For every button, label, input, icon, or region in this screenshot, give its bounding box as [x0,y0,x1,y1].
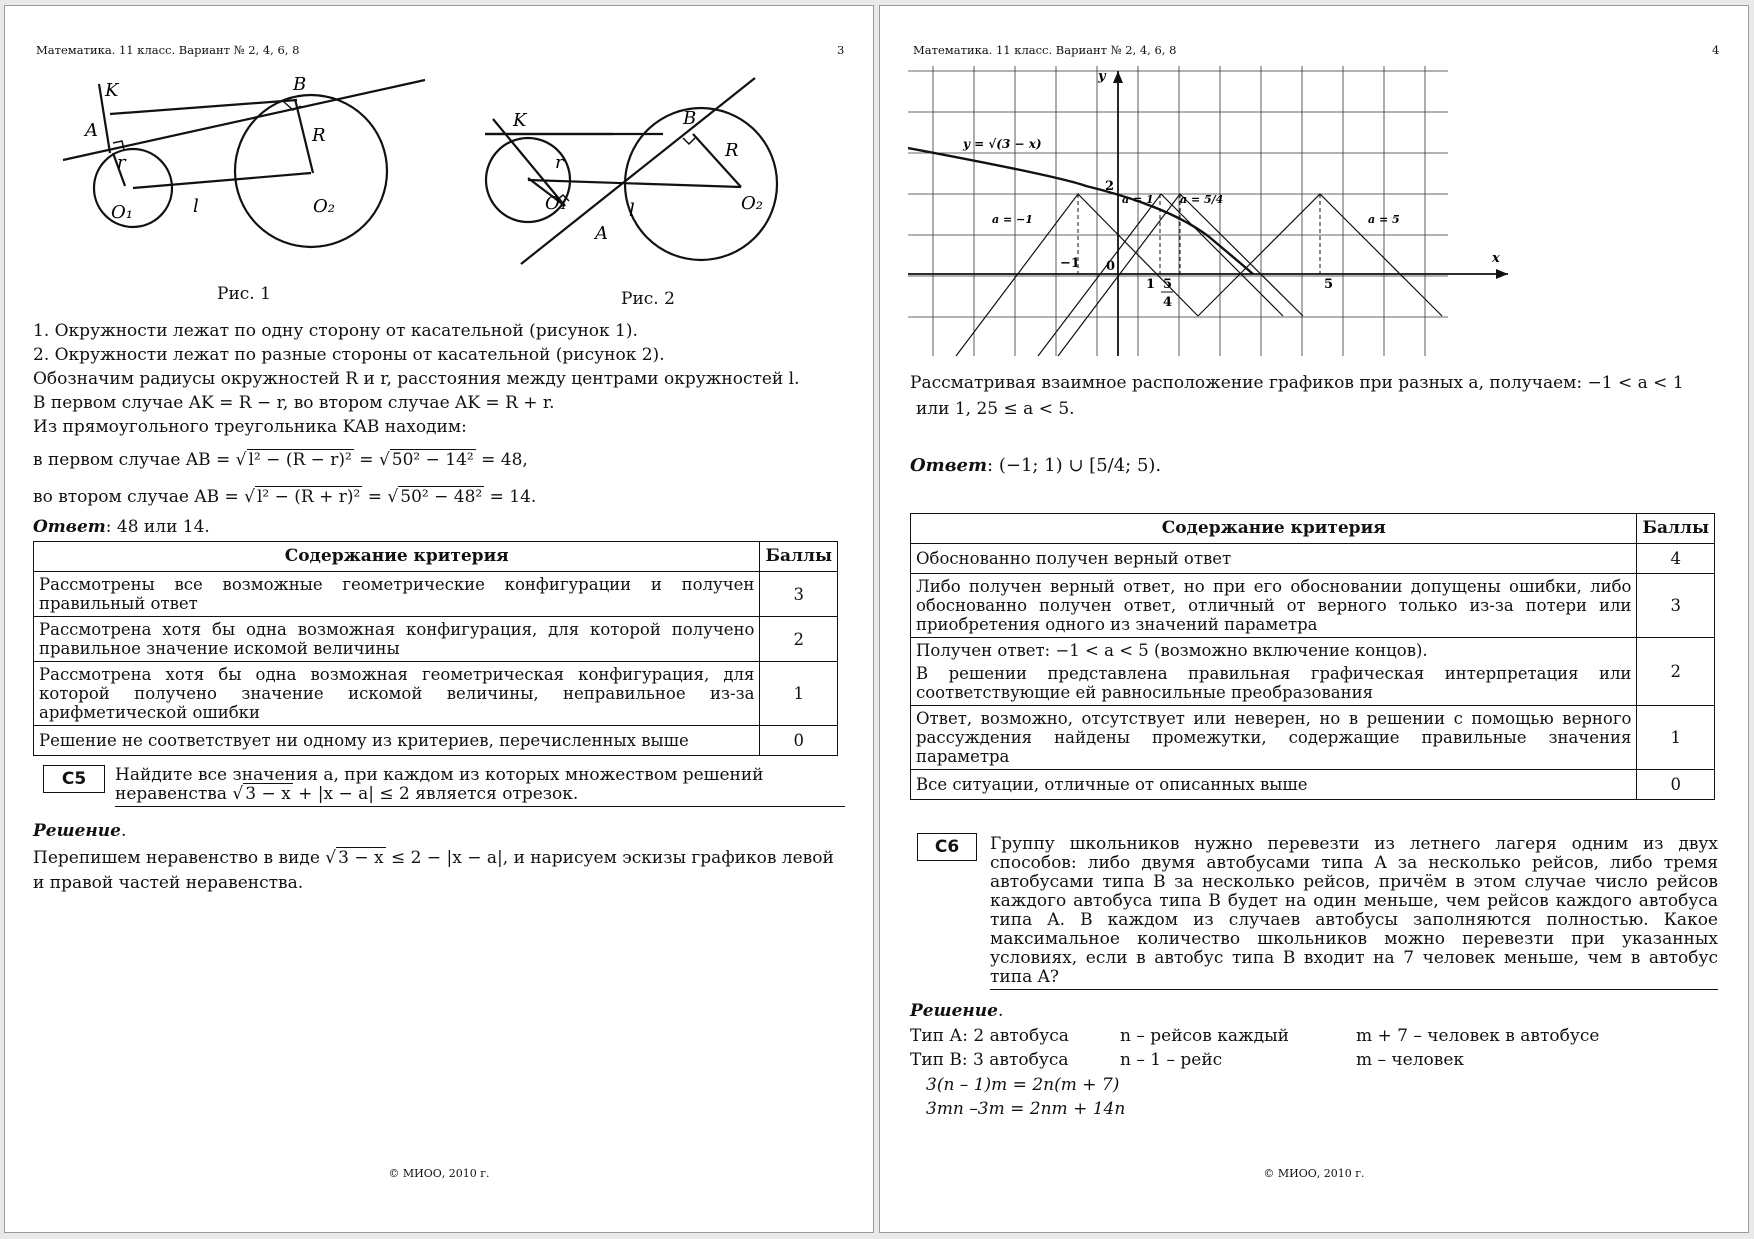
solution-line-1: 1. Окружности лежат по одну сторону от касательной (рисунок 1). [33,321,638,341]
fig1-label-r: r [117,152,126,173]
formula-case-1: в первом случае AB = √ l² − (R − r)² = √ 50² − 14² = 48, [33,450,528,470]
page-header: Математика. 11 класс. Вариант № 2, 4, 6, 8 [913,43,1177,57]
consider-line-2: или 1, 25 ≤ a < 5. [916,399,1075,419]
solution-line-3: Обозначим радиусы окружностей R и r, расстояния между центрами окружностей l. [33,369,800,389]
rewrite-line-1: Перепишем неравенство в виде √ 3 − x ≤ 2 − |x − a|, и нарисуем эскизы графиков левой [33,848,834,868]
solution-label: Решение. [33,821,127,841]
table-row-text: Решение не соответствует ни одному из критериев, перечисленных выше [34,726,760,756]
solution-line-5: Из прямоугольного треугольника KAB находим: [33,417,467,437]
fig2-label-O1: O₁ [545,193,567,214]
table-row-points: 3 [1637,574,1715,638]
tick-2: 2 [1105,179,1115,194]
criteria-table [910,513,1715,800]
type-a-trips: n – рейсов каждый [1120,1026,1289,1046]
left-page [4,5,874,1233]
fig2-label-B: B [683,108,697,129]
tick-1: 1 [1146,277,1156,292]
type-a-buses: Тип А: 2 автобуса [910,1026,1069,1046]
table-row-points: 1 [1637,706,1715,770]
table-header-points: Баллы [1637,514,1715,544]
tick-0: 0 [1106,259,1116,274]
table-header-points: Баллы [760,542,838,572]
solution-line-2: 2. Окружности лежат по разные стороны от касательной (рисунок 2). [33,345,665,365]
table-row-points: 3 [760,572,838,617]
fig2-label-l: l [629,200,635,221]
center-line [528,180,741,187]
table-row-points: 2 [1637,638,1715,706]
task-c5-statement: Найдите все значения a, при каждом из которых множеством решений неравенства √ 3 − x + |x − a| ≤ 2 является отрезок. [115,766,845,807]
table-row-text: Обоснованно получен верный ответ [911,544,1637,574]
line-label-a-5-4: a = 5/4 [1180,193,1224,206]
table-row-points: 2 [760,617,838,662]
parameter-graph [908,66,1508,366]
fig1-label-O2: O₂ [313,196,335,217]
fig2-label-A: A [595,223,608,244]
footer: © МИОО, 2010 г. [388,1167,490,1180]
answer: Ответ: 48 или 14. [33,517,210,537]
table-row-points: 4 [1637,544,1715,574]
table-row-text: Получен ответ: −1 < a < 5 (возможно включение концов). В решении представлена правильная графическая интерпретация или соответствующие ей равносильные преобразования [911,638,1637,706]
y-axis-label: y [1098,69,1106,84]
equation-1: 3(n – 1)m = 2n(m + 7) [926,1075,1120,1095]
center-line [133,173,311,188]
figure-2 [483,74,823,274]
table-row-text: Рассмотрена хотя бы одна возможная конфигурация, для которой получено правильное значение искомой величины [34,617,760,662]
y-axis-arrow [1113,71,1123,83]
tick-5-4-num: 5 [1163,277,1173,292]
table-header-criterion: Содержание критерия [911,514,1637,544]
type-b-buses: Тип В: 3 автобуса [910,1050,1069,1070]
x-axis-arrow [1496,269,1508,279]
solution-line-4: В первом случае AK = R − r, во втором случае AK = R + r. [33,393,555,413]
line-label-a-5: a = 5 [1368,213,1400,226]
equation-2: 3mn –3m = 2nm + 14n [926,1099,1126,1119]
page-number: 3 [837,43,845,57]
solution-label: Решение. [910,1001,1004,1021]
type-a-people: m + 7 – человек в автобусе [1356,1026,1600,1046]
fig1-caption: Рис. 1 [217,284,271,304]
tick-neg1: −1 [1060,256,1080,271]
consider-line-1: Рассматривая взаимное расположение графиков при разных a, получаем: −1 < a < 1 [910,373,1684,393]
fig2-caption: Рис. 2 [621,289,675,309]
task-c6-statement: Группу школьников нужно перевезти из летнего лагеря одним из двух способов: либо двумя автобусами типа A за несколько рейсов, либо тремя автобусами типа B за несколько рейсов, причём в этом случае число рейсов каждого автобуса типа B будет на один меньше, чем рейсов каждого автобуса типа A. В каждом из случаев автобусы заполняются полностью. Какое максимальное количество школьников можно перевезти при указанных условиях, если в автобус типа B входит на 7 человек меньше, чем в автобус типа A? [990,835,1718,990]
type-b-trips: n – 1 – рейс [1120,1050,1223,1070]
table-row-points: 0 [760,726,838,756]
table-row-text: Все ситуации, отличные от описанных выше [911,770,1637,800]
table-row-text: Рассмотрена хотя бы одна возможная геометрическая конфигурация, для которой получено значение искомой величины, неправильное из-за арифметической ошибки [34,662,760,726]
table-header-criterion: Содержание критерия [34,542,760,572]
radius-R [295,99,313,173]
tick-5-4-den: 4 [1163,295,1173,310]
type-b-people: m – человек [1356,1050,1465,1070]
fig2-label-r: r [555,152,564,173]
right-page [879,5,1749,1233]
sqrt-curve [908,148,1253,274]
fig1-label-A: A [85,120,98,141]
answer: Ответ: (−1; 1) ∪ [5/4; 5). [910,455,1162,476]
task-tag-c6: С6 [917,833,977,861]
table-row-text: Рассмотрены все возможные геометрические конфигурации и получен правильный ответ [34,572,760,617]
fig1-label-O1: O₁ [111,202,133,223]
page-number: 4 [1712,43,1720,57]
table-row-text: Ответ, возможно, отсутствует или неверен, но в решении с помощью верного рассуждения найдены промежутки, содержащие правильные значения параметра [911,706,1637,770]
fig1-label-R: R [312,125,326,146]
page-header: Математика. 11 класс. Вариант № 2, 4, 6, 8 [36,43,300,57]
v-line-a-5 [1198,194,1442,316]
fig1-label-l: l [193,196,199,217]
curve-label: y = √(3 − x) [963,137,1042,151]
table-row-points: 0 [1637,770,1715,800]
fig2-label-O2: O₂ [741,193,763,214]
table-row-text: Либо получен верный ответ, но при его обосновании допущены ошибки, либо обоснованно получен ответ, отличный от верного только из-за потери или приобретения одного из значений параметра [911,574,1637,638]
fig1-label-K: K [105,80,119,101]
criteria-table [33,541,838,756]
table-row-points: 1 [760,662,838,726]
figure-1 [55,76,445,276]
line-label-a-neg1: a = −1 [992,213,1033,226]
fig2-label-R: R [725,140,739,161]
fig2-label-K: K [513,110,527,131]
task-tag-c5: С5 [43,765,105,793]
fig1-label-B: B [293,76,307,95]
line-label-a-1: a = 1 [1122,193,1154,206]
rewrite-line-2: и правой частей неравенства. [33,873,304,893]
formula-case-2: во втором случае AB = √ l² − (R + r)² = √ 50² − 48² = 14. [33,487,537,507]
tick-5: 5 [1324,277,1334,292]
x-axis-label: x [1492,251,1500,266]
footer: © МИОО, 2010 г. [1263,1167,1365,1180]
